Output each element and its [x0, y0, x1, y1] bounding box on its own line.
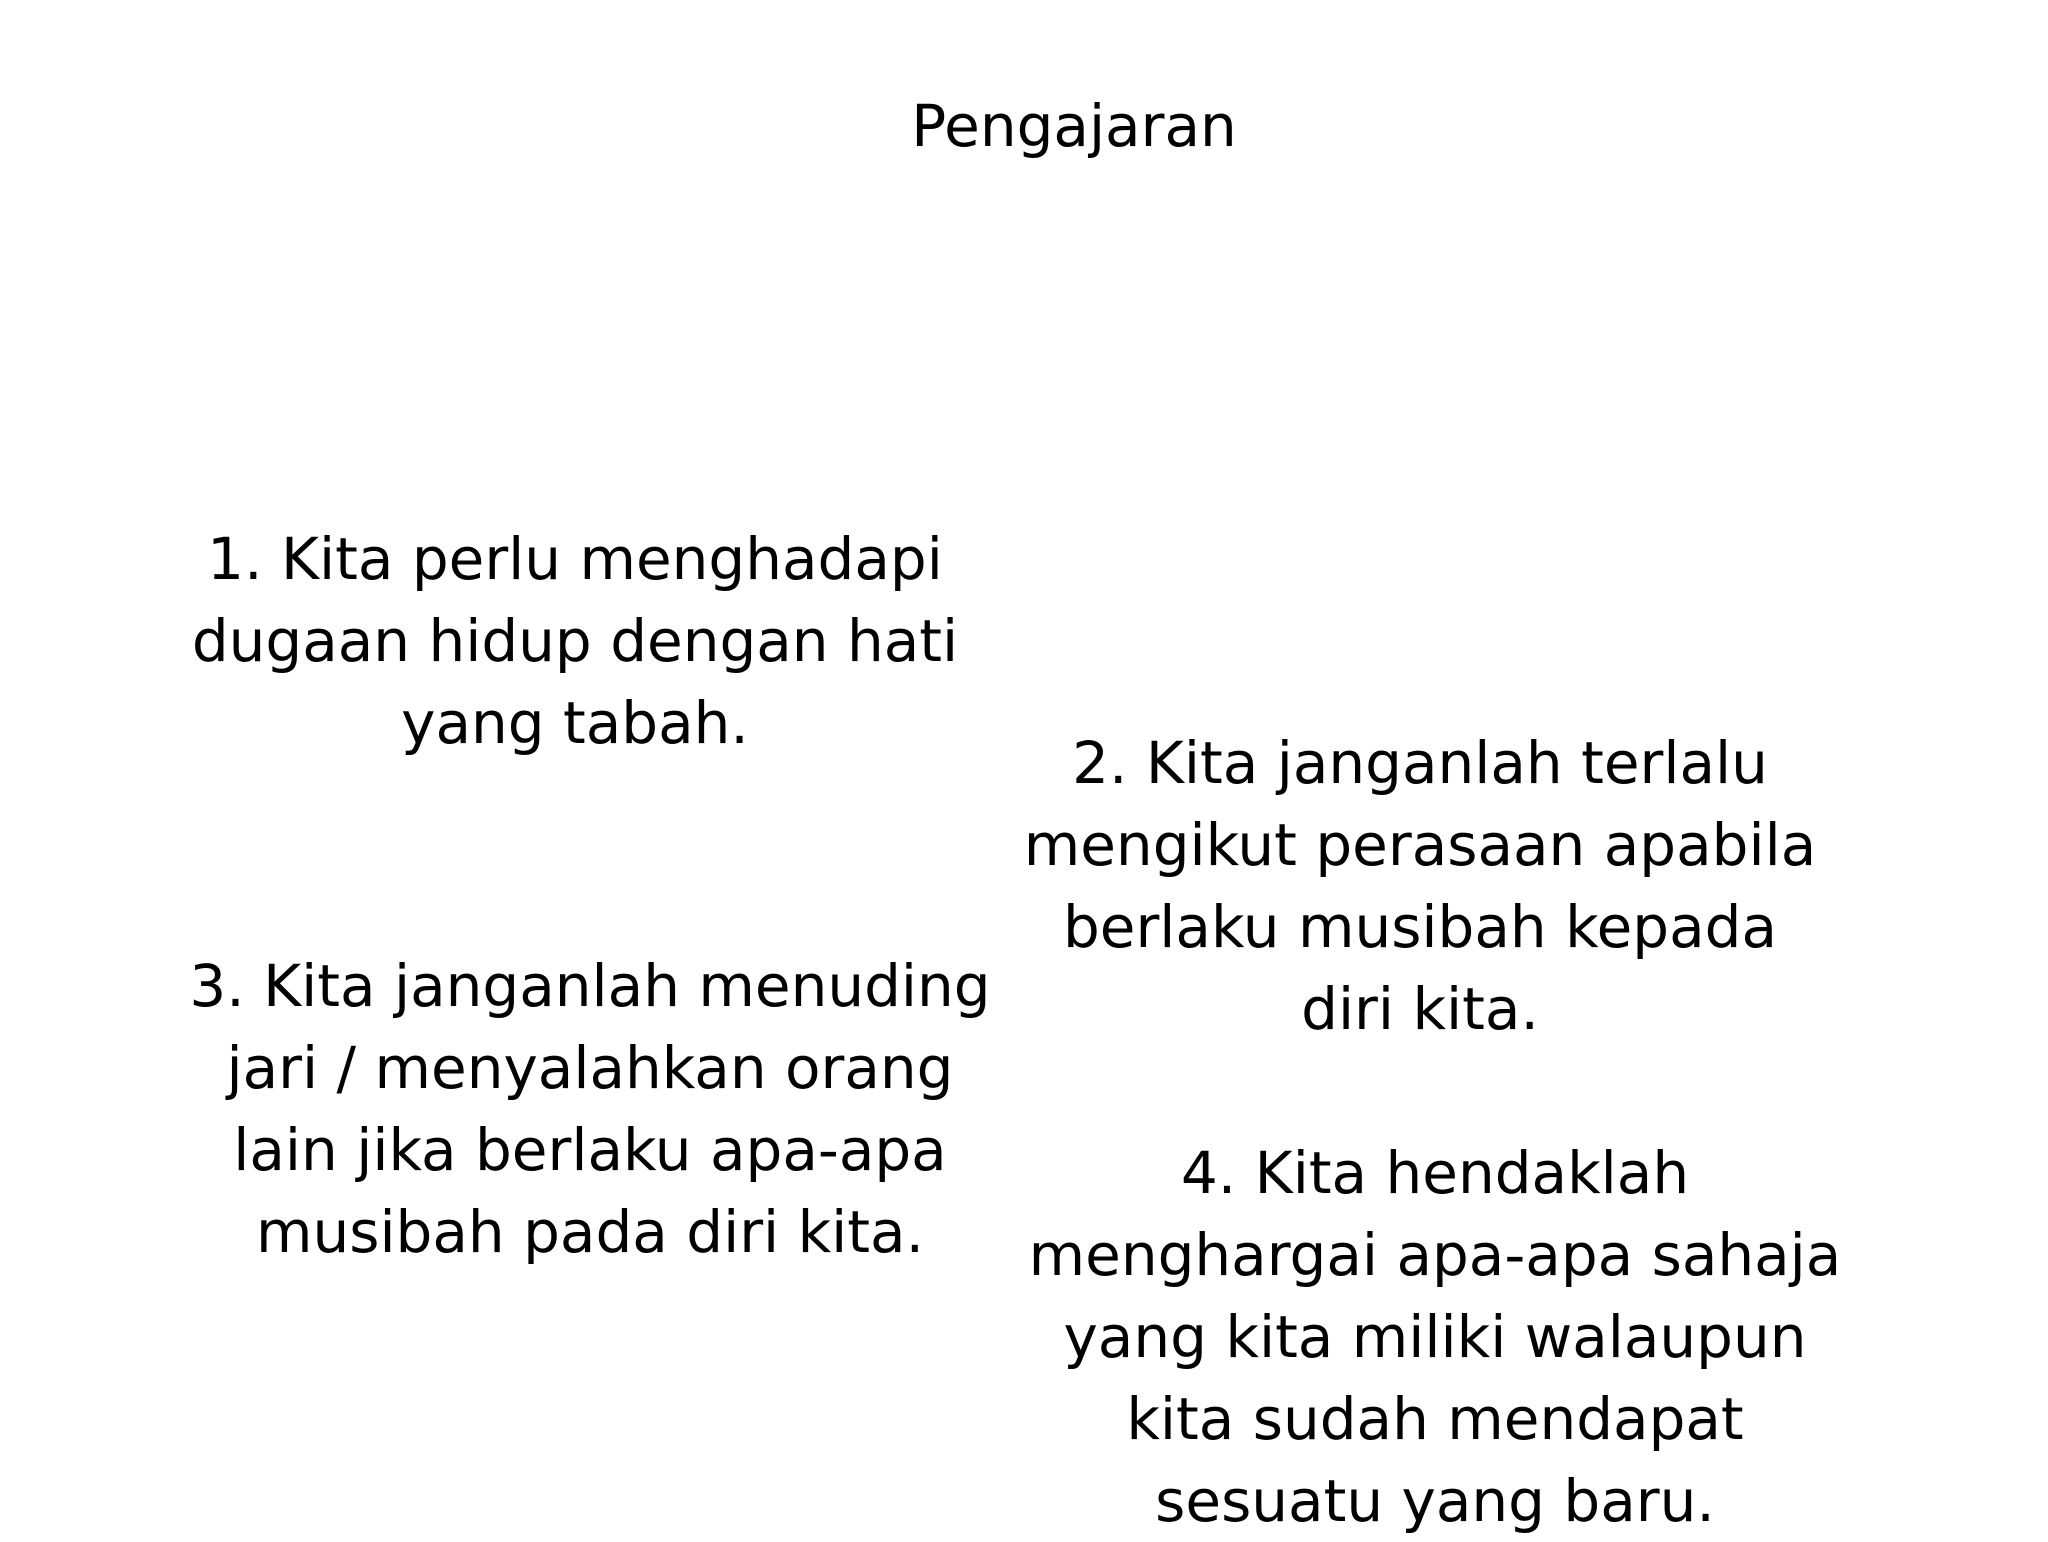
lesson-point-3: 3. Kita janganlah menuding jari / menyalahkan orang lain jika berlaku apa-apa musibah pada diri kita. — [189, 952, 991, 1266]
lesson-point-2: 2. Kita janganlah terlalu mengikut perasaan apabila berlaku musibah kepada diri kita. — [1023, 729, 1817, 1043]
slide-title: Pengajaran — [911, 92, 1237, 160]
lesson-point-1: 1. Kita perlu menghadapi dugaan hidup dengan hati yang tabah. — [191, 525, 959, 757]
lesson-point-4: 4. Kita hendaklah menghargai apa-apa sahaja yang kita miliki walaupun kita sudah mendapat sesuatu yang baru. — [1028, 1139, 1842, 1535]
